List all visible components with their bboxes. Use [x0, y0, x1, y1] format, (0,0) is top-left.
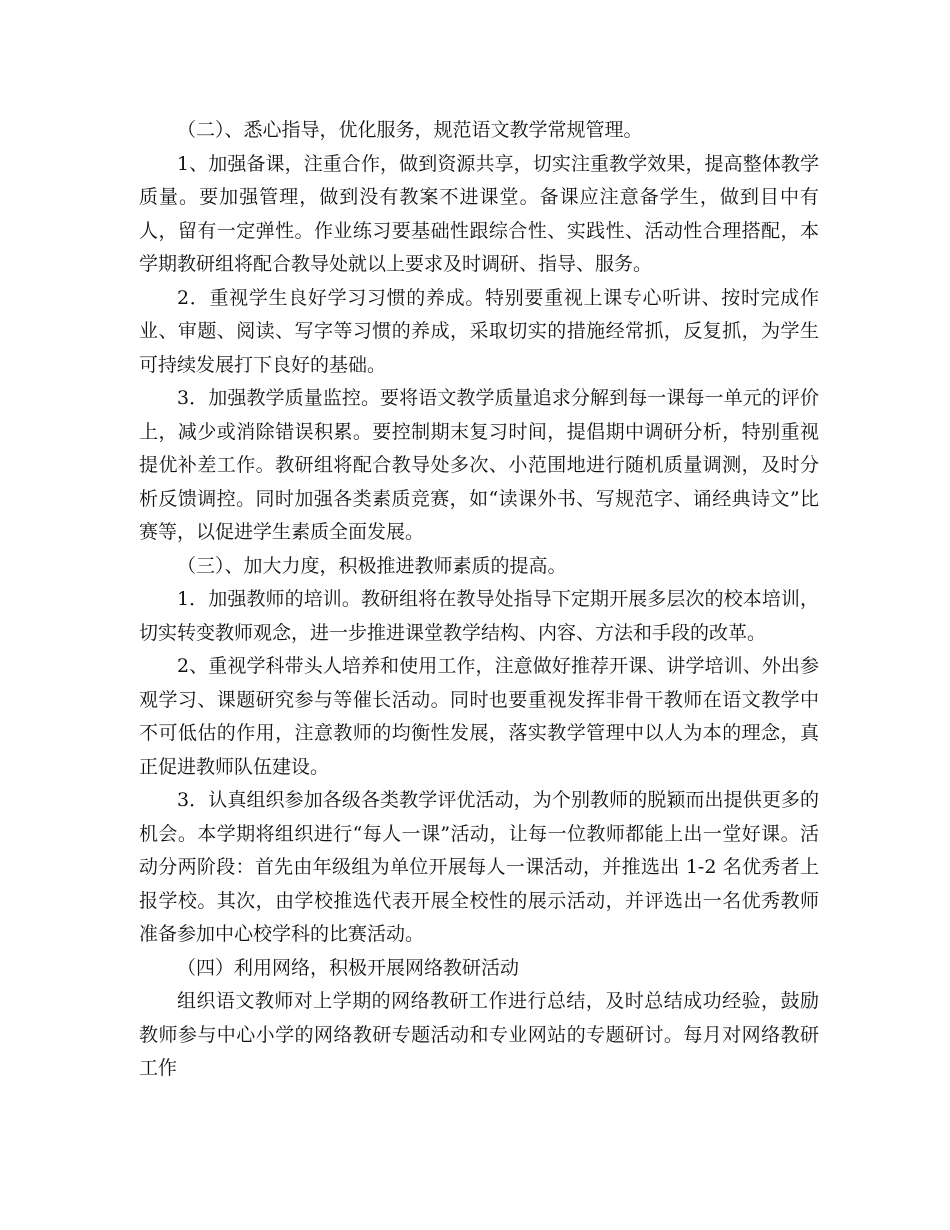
paragraph-online-research: 组织语文教师对上学期的网络教研工作进行总结，及时总结成功经验，鼓励教师参与中心小学的网络教研专题活动和专业网站的专题研讨。每月对网络教研工作	[139, 990, 819, 1079]
paragraph-teaching-awards: 3．认真组织参加各级各类教学评优活动，为个别教师的脱颖而出提供更多的机会。本学期将组织进行“每人一课”活动，让每一位教师都能上出一堂好课。活动分两阶段：首先由年级组为单位开展每人一课活动，并推选出 1-2 名优秀者上报学校。其次，由学校推选代表开展全校性的展示活动，并评选出一名优秀教师准备参加中心校学科的比赛活动。	[139, 789, 819, 945]
section-heading-4: （四）利用网络，积极开展网络教研活动	[177, 956, 520, 979]
paragraph-teacher-training: 1．加强教师的培训。教研组将在教导处指导下定期开展多层次的校本培训，切实转变教师观念，进一步推进课堂教学结构、内容、方法和手段的改革。	[139, 588, 819, 644]
paragraph-subject-leaders: 2、重视学科带头人培养和使用工作，注意做好推荐开课、讲学培训、外出参观学习、课题研究参与等催长活动。同时也要重视发挥非骨干教师在语文教学中不可低估的作用，注意教师的均衡性发展，落实教学管理中以人为本的理念，真正促进教师队伍建设。	[139, 655, 819, 778]
section-heading-2: （二）、悉心指导，优化服务，规范语文教学常规管理。	[177, 119, 643, 141]
section-heading-3: （三）、加大力度，积极推进教师素质的提高。	[177, 554, 567, 577]
paragraph-study-habits: 2．重视学生良好学习习惯的养成。特别要重视上课专心听讲、按时完成作业、审题、阅读、写字等习惯的养成，采取切实的措施经常抓，反复抓，为学生可持续发展打下良好的基础。	[139, 286, 819, 376]
paragraph-quality-monitoring: 3．加强教学质量监控。要将语文教学质量追求分解到每一课每一单元的评价上，减少或消除错误积累。要控制期末复习时间，提倡期中调研分析，特别重视提优补差工作。教研组将配合教导处多次、小范围地进行随机质量调测，及时分析反馈调控。同时加强各类素质竞赛，如“读课外书、写规范字、诵经典诗文”比赛等，以促进学生素质全面发展。	[139, 387, 819, 543]
paragraph-lesson-prep: 1、加强备课，注重合作，做到资源共享，切实注重教学效果，提高整体教学质量。要加强管理，做到没有教案不进课堂。备课应注意备学生，做到目中有人，留有一定弹性。作业练习要基础性跟综合性、实践性、活动性合理搭配，本学期教研组将配合教导处就以上要求及时调研、指导、服务。	[139, 152, 819, 275]
document-body	[139, 114, 819, 1086]
